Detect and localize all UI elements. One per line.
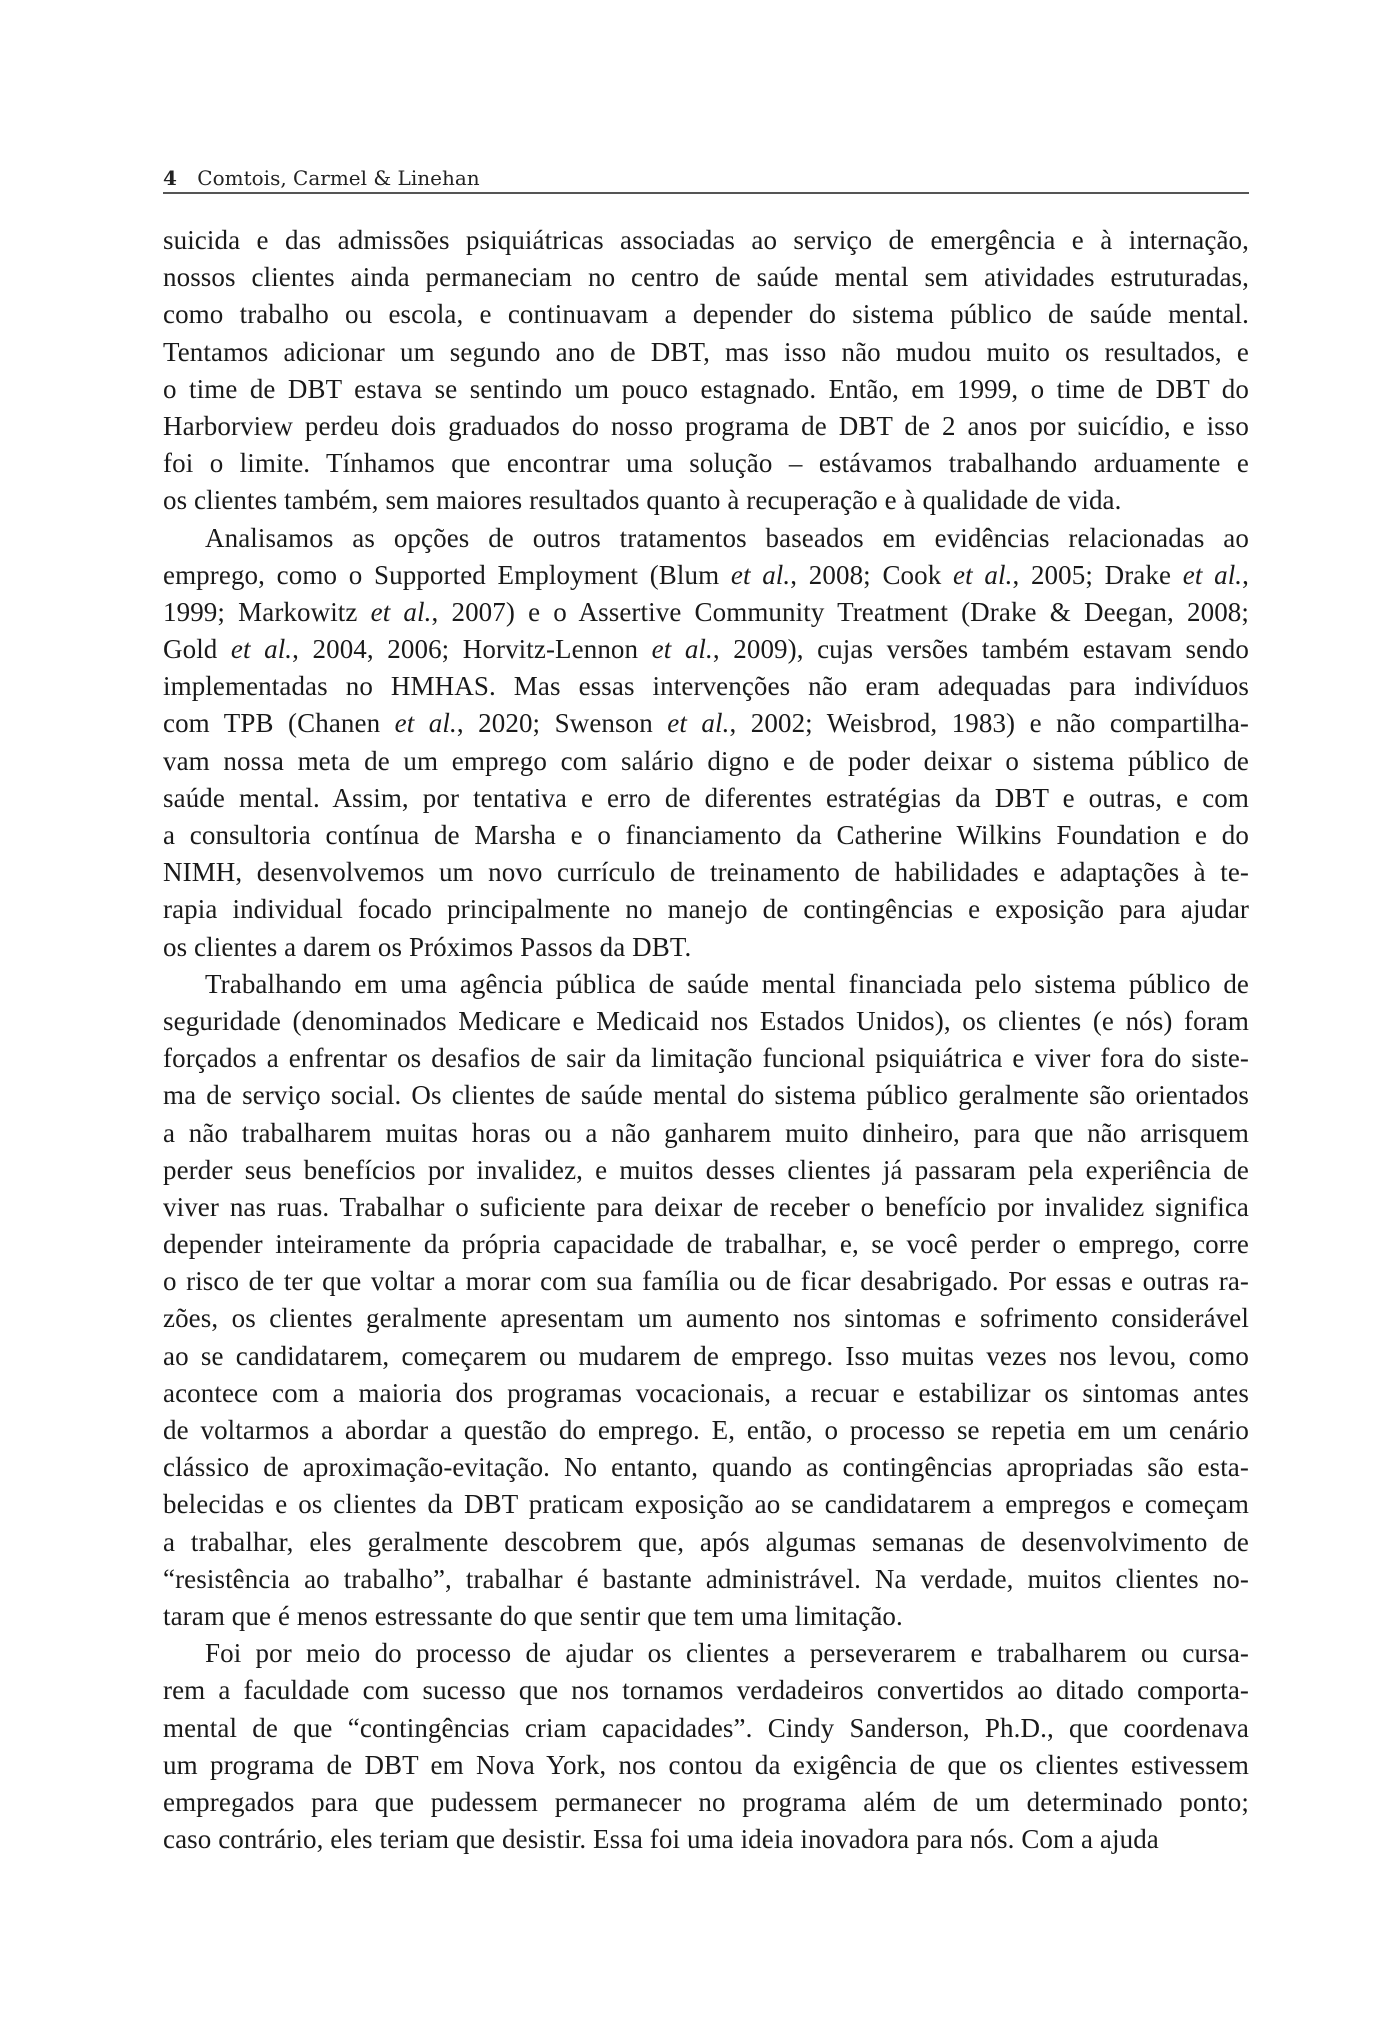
paragraph	[163, 966, 1249, 1635]
text-line: Foi por meio do processo de ajudar os clientes a perseverarem e trabalharem ou cursa-	[205, 1638, 1249, 1669]
text-line: acontece com a maioria dos programas vocacionais, a recuar e estabilizar os sintomas antes	[163, 1377, 1249, 1408]
text-line: Tentamos adicionar um segundo ano de DBT, mas isso não mudou muito os resultados, e	[163, 336, 1249, 367]
text-line: Trabalhando em uma agência pública de saúde mental financiada pelo sistema público de	[205, 968, 1249, 999]
text-line: vam nossa meta de um emprego com salário digno e de poder deixar o sistema público de	[163, 745, 1249, 776]
body-text	[163, 222, 1249, 1858]
text-line: caso contrário, eles teriam que desistir. Essa foi uma ideia inovadora para nós. Com a ajuda	[163, 1824, 1159, 1855]
text-line: clássico de aproximação-evitação. No entanto, quando as contingências apropriadas são esta-	[163, 1452, 1249, 1483]
text-line: seguridade (denominados Medicare e Medicaid nos Estados Unidos), os clientes (e nós) foram	[163, 1005, 1249, 1036]
text-line: foi o limite. Tínhamos que encontrar uma solução – estávamos trabalhando arduamente e	[163, 448, 1249, 479]
text-line: um programa de DBT em Nova York, nos contou da exigência de que os clientes estivessem	[163, 1749, 1249, 1780]
running-header	[163, 164, 1249, 194]
text-line: mental de que “contingências criam capacidades”. Cindy Sanderson, Ph.D., que coordenava	[163, 1712, 1249, 1743]
text-line: emprego, como o Supported Employment (Blum et al., 2008; Cook et al., 2005; Drake et al.,	[163, 559, 1250, 590]
page-number: 4	[163, 166, 177, 190]
text-line: taram que é menos estressante do que sentir que tem uma limitação.	[163, 1600, 903, 1631]
text-line: Analisamos as opções de outros tratamentos baseados em evidências relacionadas ao	[205, 522, 1249, 553]
text-line: o risco de ter que voltar a morar com sua família ou de ficar desabrigado. Por essas e outras ra-	[163, 1266, 1249, 1297]
paragraph	[163, 520, 1249, 966]
text-line: o time de DBT estava se sentindo um pouco estagnado. Então, em 1999, o time de DBT do	[163, 373, 1249, 404]
text-line: viver nas ruas. Trabalhar o suficiente para deixar de receber o benefício por invalidez significa	[163, 1191, 1249, 1222]
text-line: suicida e das admissões psiquiátricas associadas ao serviço de emergência e à internação,	[163, 225, 1249, 255]
text-line: 1999; Markowitz et al., 2007) e o Assertive Community Treatment (Drake & Deegan, 2008;	[163, 596, 1250, 627]
text-line: empregados para que pudessem permanecer no programa além de um determinado ponto;	[163, 1786, 1249, 1817]
text-line: a trabalhar, eles geralmente descobrem que, após algumas semanas de desenvolvimento de	[163, 1526, 1249, 1557]
text-line: “resistência ao trabalho”, trabalhar é bastante administrável. Na verdade, muitos clientes no-	[163, 1563, 1249, 1594]
text-line: nossos clientes ainda permaneciam no centro de saúde mental sem atividades estruturadas,	[163, 262, 1249, 293]
text-line: zões, os clientes geralmente apresentam um aumento nos sintomas e sofrimento considerável	[163, 1303, 1249, 1334]
text-line: com TPB (Chanen et al., 2020; Swenson et al., 2002; Weisbrod, 1983) e não compartilha-	[163, 708, 1250, 739]
text-line: a não trabalharem muitas horas ou a não ganharem muito dinheiro, para que não arrisquem	[163, 1117, 1249, 1148]
text-line: belecidas e os clientes da DBT praticam exposição ao se candidatarem a empregos e começam	[163, 1489, 1249, 1520]
text-line: forçados a enfrentar os desafios de sair da limitação funcional psiquiátrica e viver fora do siste-	[163, 1043, 1249, 1074]
paragraph	[163, 1635, 1249, 1858]
text-line: implementadas no HMHAS. Mas essas intervenções não eram adequadas para indivíduos	[163, 671, 1249, 702]
text-line: Harborview perdeu dois graduados do nosso programa de DBT de 2 anos por suicídio, e isso	[163, 410, 1249, 441]
text-line: rapia individual focado principalmente no manejo de contingências e exposição para ajudar	[163, 894, 1249, 925]
text-line: depender inteiramente da própria capacidade de trabalhar, e, se você perder o emprego, corre	[163, 1229, 1249, 1260]
running-header-authors: Comtois, Carmel & Linehan	[197, 166, 480, 190]
text-line: rem a faculdade com sucesso que nos tornamos verdadeiros convertidos ao ditado comporta-	[163, 1675, 1249, 1706]
text-line: de voltarmos a abordar a questão do emprego. E, então, o processo se repetia em um cenário	[163, 1415, 1249, 1445]
text-line: a consultoria contínua de Marsha e o financiamento da Catherine Wilkins Foundation e do	[163, 820, 1249, 850]
paragraph	[163, 222, 1249, 520]
text-line: ma de serviço social. Os clientes de saúde mental do sistema público geralmente são orientados	[163, 1080, 1249, 1111]
text-line: os clientes a darem os Próximos Passos da DBT.	[163, 931, 692, 962]
text-line: como trabalho ou escola, e continuavam a depender do sistema público de saúde mental.	[163, 299, 1249, 330]
text-line: perder seus benefícios por invalidez, e muitos desses clientes já passaram pela experiência de	[163, 1154, 1249, 1185]
text-line: NIMH, desenvolvemos um novo currículo de treinamento de habilidades e adaptações à te-	[163, 857, 1249, 888]
text-line: os clientes também, sem maiores resultados quanto à recuperação e à qualidade de vida.	[163, 485, 1122, 516]
text-line: ao se candidatarem, começarem ou mudarem de emprego. Isso muitas vezes nos levou, como	[163, 1340, 1249, 1371]
text-line: Gold et al., 2004, 2006; Horvitz-Lennon et al., 2009), cujas versões também estavam sendo	[163, 634, 1249, 665]
text-line: saúde mental. Assim, por tentativa e erro de diferentes estratégias da DBT e outras, e com	[163, 782, 1249, 813]
